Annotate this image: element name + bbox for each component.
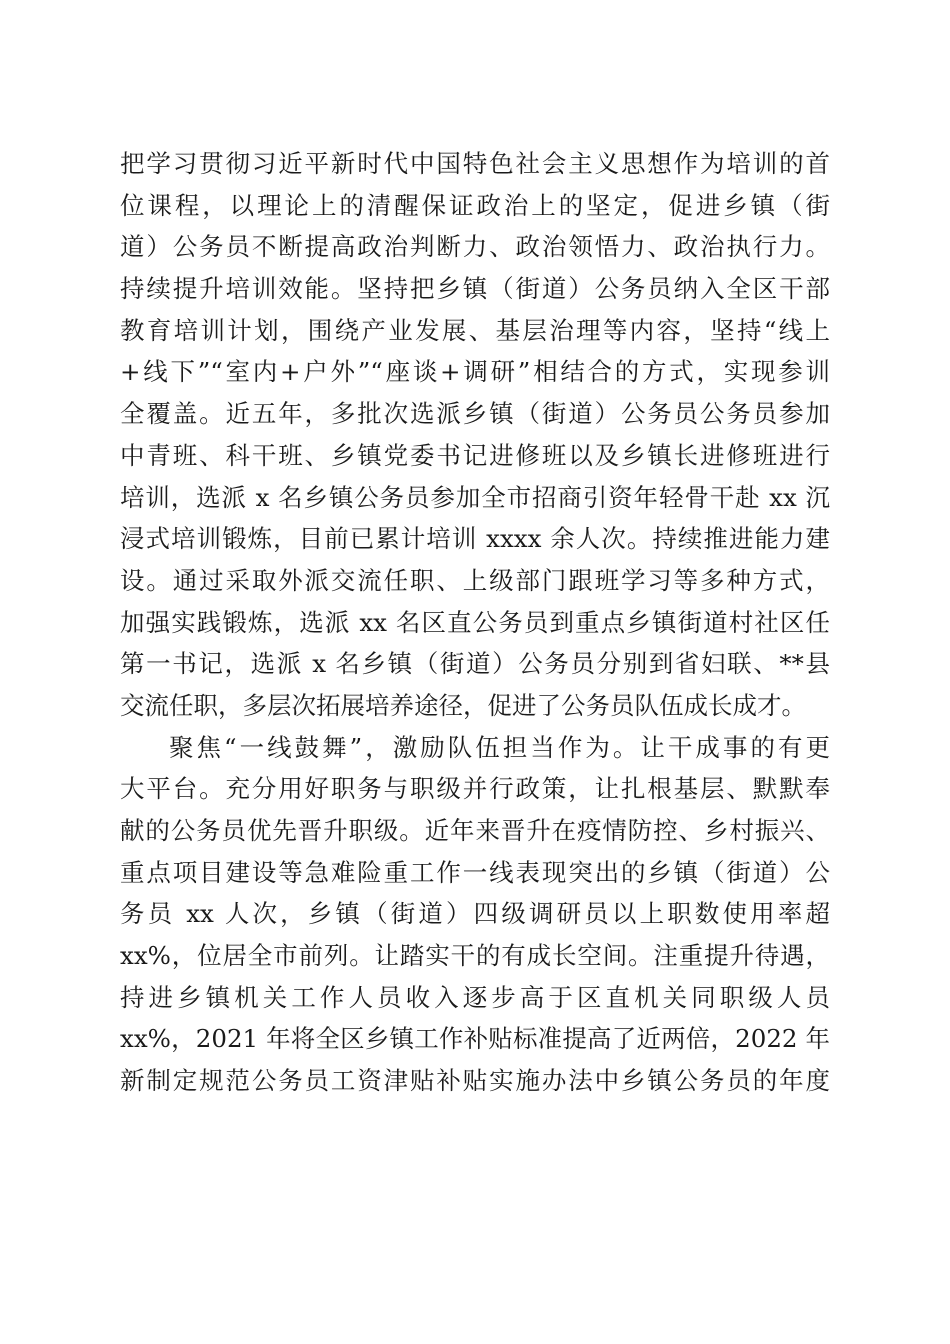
text-line: 持续提升培训效能。坚持把乡镇（街道）公务员纳入全区干部 <box>120 274 830 304</box>
paragraph-end-line: 交流任职，多层次拓展培养途径，促进了公务员队伍成长成才。 <box>120 690 806 720</box>
text-line: 第一书记，选派 x 名乡镇（街道）公务员分别到省妇联、**县 <box>120 649 830 679</box>
text-line: 务员 xx 人次，乡镇（街道）四级调研员以上职数使用率超 <box>120 899 830 929</box>
text-line: 位课程，以理论上的清醒保证政治上的坚定，促进乡镇（街 <box>120 190 830 220</box>
text-line: +线下”“室内+户外”“座谈+调研”相结合的方式，实现参训 <box>120 357 830 387</box>
text-line: 中青班、科干班、乡镇党委书记进修班以及乡镇长进修班进行 <box>120 440 830 470</box>
text-line: 道）公务员不断提高政治判断力、政治领悟力、政治执行力。 <box>120 232 830 262</box>
text-line: xx%，位居全市前列。让踏实干的有成长空间。注重提升待遇， <box>120 941 830 971</box>
text-line: 新制定规范公务员工资津贴补贴实施办法中乡镇公务员的年度 <box>120 1066 830 1096</box>
text-line: 全覆盖。近五年，多批次选派乡镇（街道）公务员公务员参加 <box>120 399 830 429</box>
text-line: 设。通过采取外派交流任职、上级部门跟班学习等多种方式， <box>120 565 830 595</box>
text-line: 培训，选派 x 名乡镇公务员参加全市招商引资年轻骨干赴 xx 沉 <box>120 482 830 512</box>
text-line: 献的公务员优先晋升职级。近年来晋升在疫情防控、乡村振兴、 <box>120 816 830 845</box>
text-line: 加强实践锻炼，选派 xx 名区直公务员到重点乡镇街道村社区任 <box>120 607 830 637</box>
text-line: 把学习贯彻习近平新时代中国特色社会主义思想作为培训的首 <box>120 149 830 178</box>
text-line: xx%，2021 年将全区乡镇工作补贴标准提高了近两倍，2022 年 <box>120 1024 830 1054</box>
text-line: 浸式培训锻炼，目前已累计培训 xxxx 余人次。持续推进能力建 <box>120 524 830 554</box>
text-line: 重点项目建设等急难险重工作一线表现突出的乡镇（街道）公 <box>120 857 830 887</box>
paragraph-start-line: 聚焦“一线鼓舞”，激励队伍担当作为。让干成事的有更 <box>169 732 830 762</box>
text-line: 持进乡镇机关工作人员收入逐步高于区直机关同职级人员 <box>120 982 830 1012</box>
body-text <box>120 143 830 1102</box>
text-line: 大平台。充分用好职务与职级并行政策，让扎根基层、默默奉 <box>120 774 830 804</box>
text-line: 教育培训计划，围绕产业发展、基层治理等内容，坚持“线上 <box>120 315 830 345</box>
